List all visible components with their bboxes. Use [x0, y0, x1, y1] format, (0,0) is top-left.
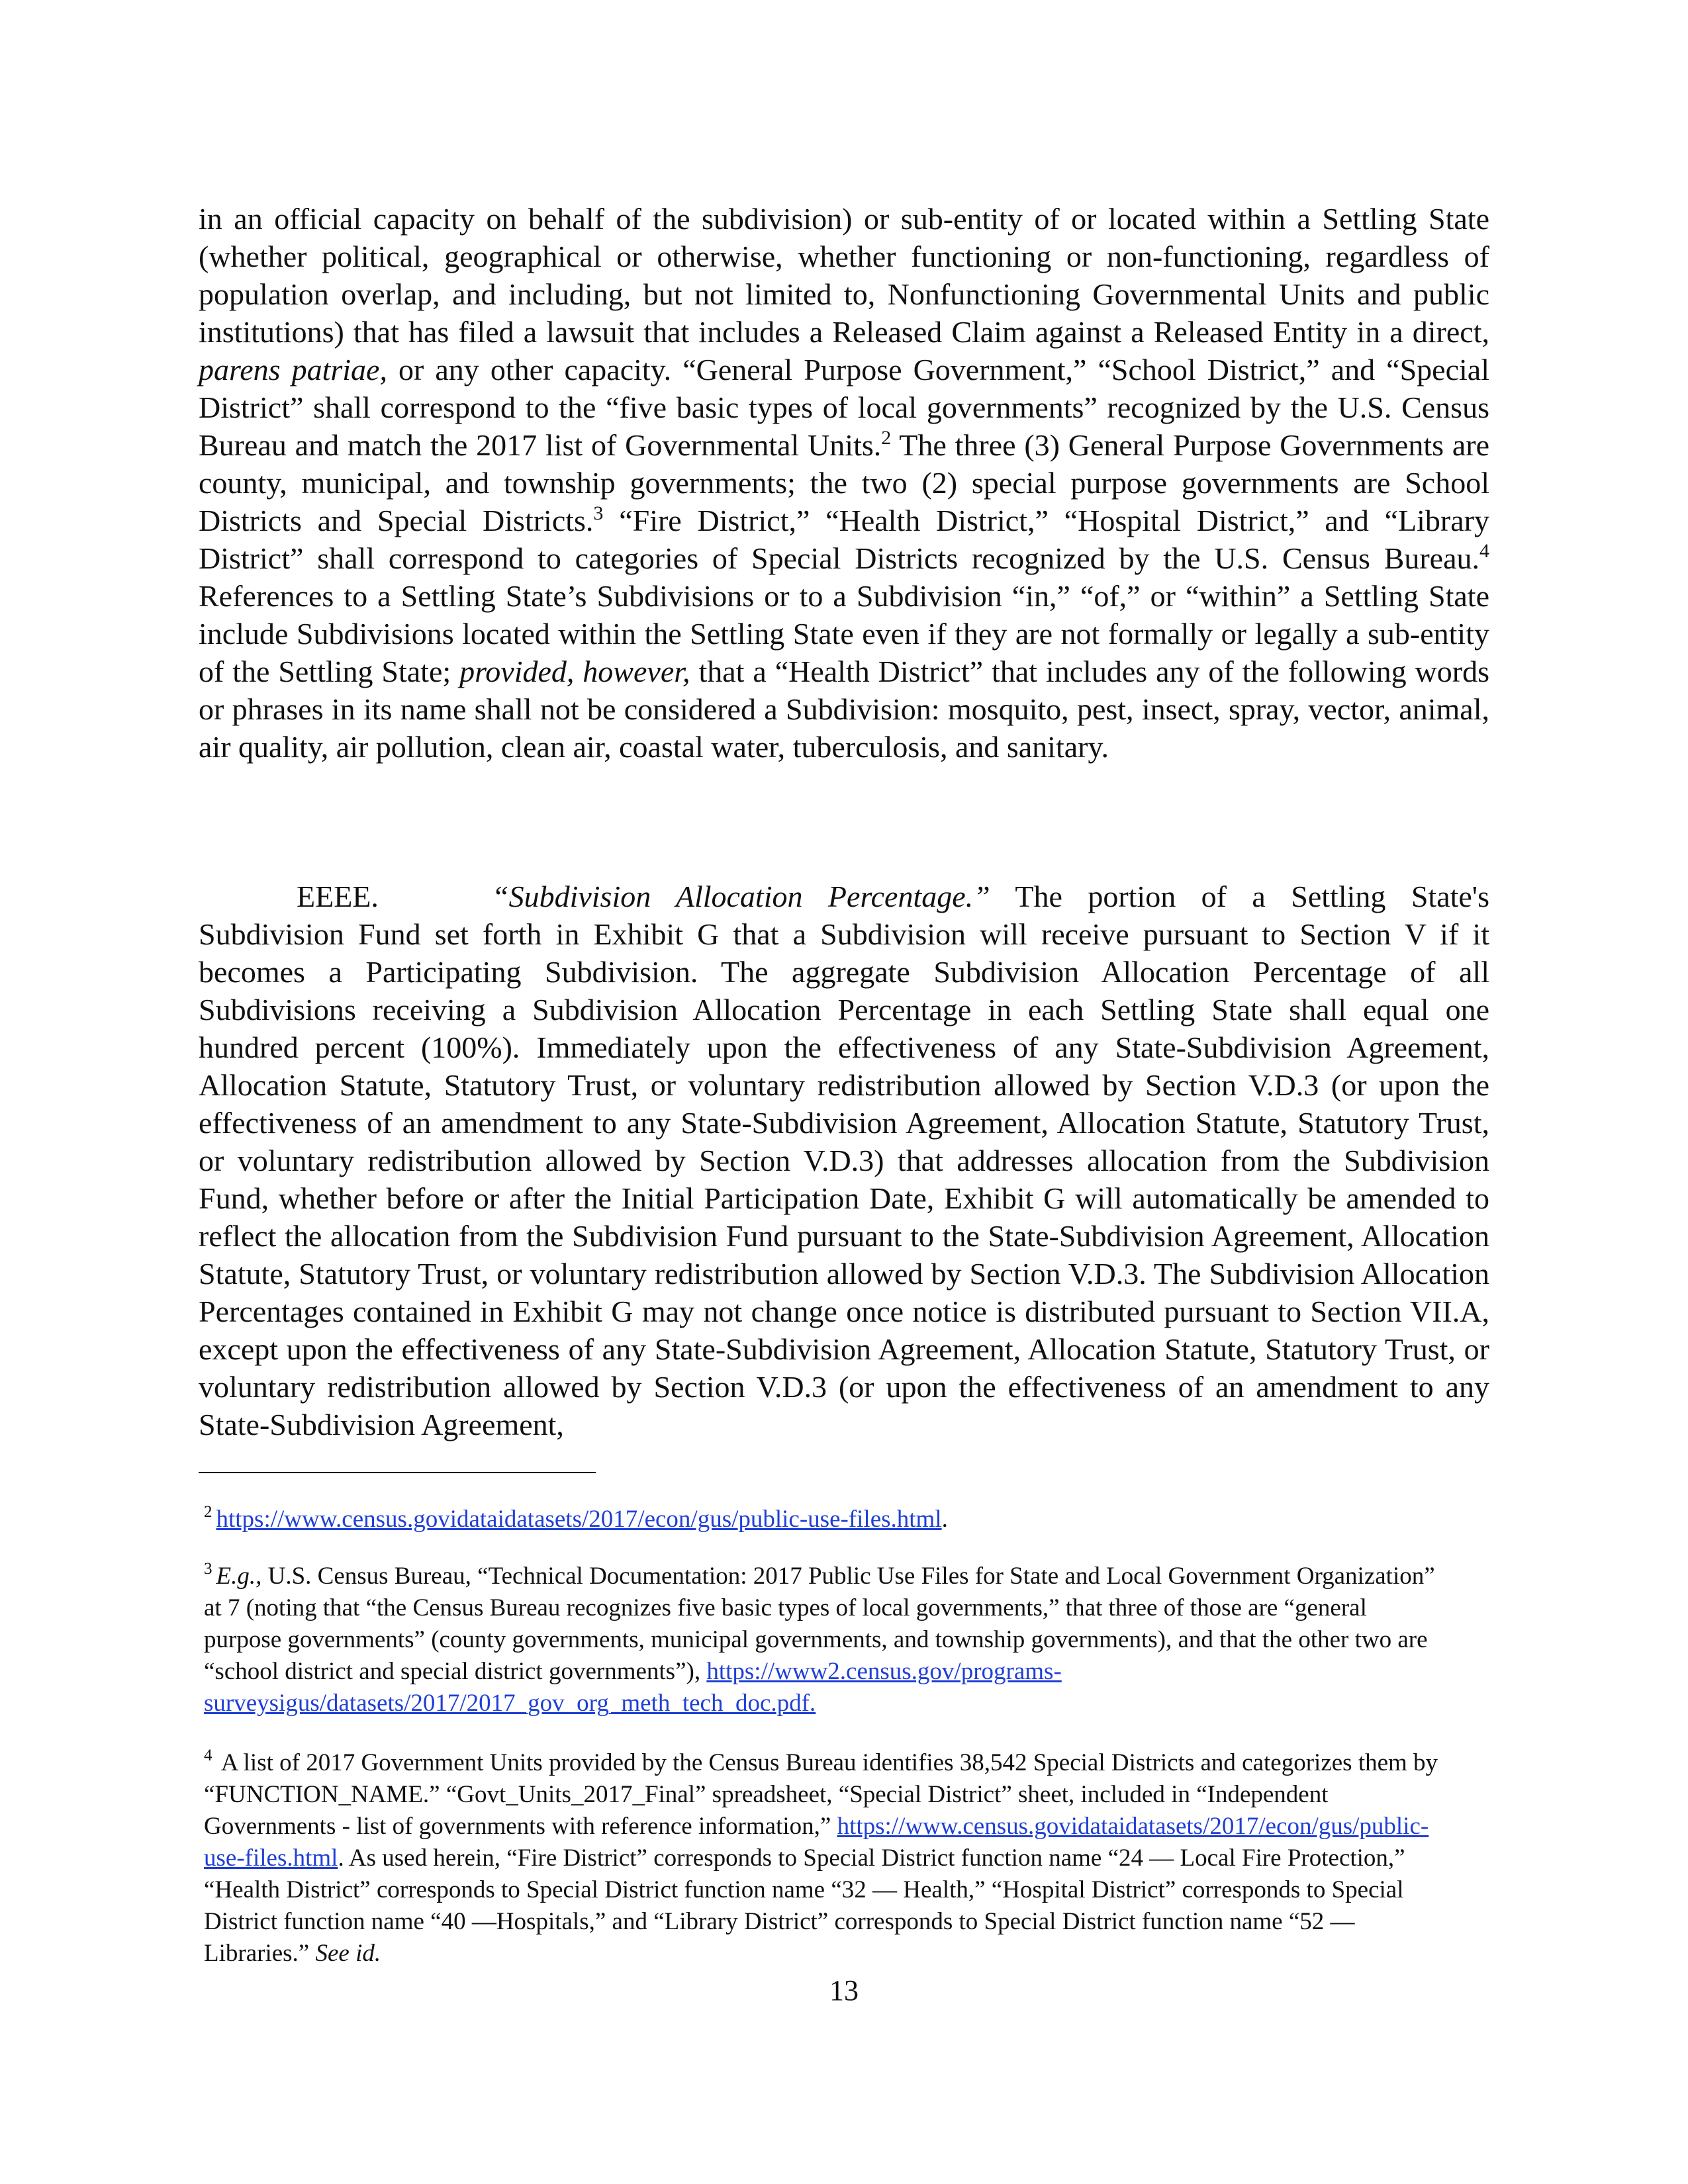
- footnote-ref-4[interactable]: 4: [1479, 540, 1489, 562]
- page-number: 13: [829, 1974, 859, 2007]
- para1-italic-provided-however: provided, however,: [459, 655, 690, 688]
- footnote-2-link[interactable]: https://www.census.govidataidatasets/2017/econ/gus/public-use-files.html: [216, 1506, 942, 1533]
- footnote-separator: [199, 1472, 596, 1473]
- body-paragraph-subdivision-allocation-percentage: [199, 878, 1489, 1443]
- para1-text-c: The three (3) General Purpose Governments are county, municipal, and township governments; the two (2) special purpose governments are School Districts and Special Districts.: [199, 428, 1489, 537]
- footnote-4: [204, 1747, 1448, 1970]
- para1-italic-parens-patriae: parens patriae,: [199, 353, 387, 387]
- para2-text: The portion of a Settling State's Subdivision Fund set forth in Exhibit G that a Subdivision will receive pursuant to Section V if it becomes a Participating Subdivision. The aggregate Subdivision Allocation Percentage of all Subdivisions receiving a Subdivision Allocation Percentage in each Settling State shall equal one hundred percent (100%). Immediately upon the effectiveness of any State-Subdivision Agreement, Allocation Statute, Statutory Trust, or voluntary redistribution allowed by Section V.D.3 (or upon the effectiveness of an amendment to any State-Subdivision Agreement, Allocation Statute, Statutory Trust, or voluntary redistribution allowed by Section V.D.3) that addresses allocation from the Subdivision Fund, whether before or after the Initial Participation Date, Exhibit G will automatically be amended to reflect the allocation from the Subdivision Fund pursuant to the State-Subdivision Agreement, Allocation Statute, Statutory Trust, or voluntary redistribution allowed by Section V.D.3. The Subdivision Allocation Percentages contained in Exhibit G may not change once notice is distributed pursuant to Section VII.A, except upon the effectiveness of any State-Subdivision Agreement, Allocation Statute, Statutory Trust, or voluntary redistribution allowed by Section V.D.3 (or upon the effectiveness of an amendment to any State-Subdivision Agreement,: [199, 880, 1490, 1441]
- body-paragraph-subdivision-definition: [199, 200, 1489, 766]
- footnote-number: 2: [204, 1503, 212, 1521]
- section-title: “Subdivision Allocation Percentage.”: [492, 880, 990, 913]
- footnote-4-text-2: . As used herein, “Fire District” corresponds to Special District function name “24 — Local Fire Protection,” “Health District” corresponds to Special District function name “32 — Health,” “Hospital District” corresponds to Special District function name “40 —Hospitals,” and “Library District” corresponds to Special District function name “52 — Libraries.”: [204, 1844, 1405, 1967]
- para1-text-f: that a “Health District” that includes any of the following words or phrases in its name shall not be considered a Subdivision: mosquito, pest, insect, spray, vector, animal, air quality, air pollution, clean air, coastal water, tuberculosis, and sanitary.: [199, 655, 1489, 764]
- footnote-4-text: A list of 2017 Government Units provided by the Census Bureau identifies 38,542 Special Districts and categorizes them by “FUNCTION_NAME.” “Govt_Units_2017_Final” spreadsheet, “Special District” sheet, included in “Independent Governments - list of governments with reference information,”: [204, 1749, 1438, 1840]
- footnote-3: [204, 1561, 1448, 1719]
- footnote-number: 4: [204, 1747, 212, 1764]
- para1-text-d: “Fire District,” “Health District,” “Hospital District,” and “Library District” shall correspond to categories of Special Districts recognized by the U.S. Census Bureau.: [199, 504, 1489, 575]
- footnote-2: [204, 1504, 1448, 1535]
- footnote-number: 3: [204, 1560, 212, 1578]
- footnote-ref-3[interactable]: 3: [593, 502, 604, 524]
- footnote-4-link[interactable]: https://www.census.govidataidatasets/2017/econ/gus/public-use-files.html: [204, 1813, 1429, 1872]
- footnote-2-trailing: .: [941, 1506, 948, 1533]
- section-marker: EEEE.: [297, 880, 379, 913]
- para1-text-b: or any other capacity. “General Purpose Government,” “School District,” and “Special District” shall correspond to the “five basic types of local governments” recognized by the U.S. Census Bureau and match the 2017 list of Governmental Units.: [199, 353, 1489, 462]
- para1-text-e: References to a Settling State’s Subdivisions or to a Subdivision “in,” “of,” or “within” a Settling State include Subdivisions located within the Settling State even if they are not formally or legally a sub-entity of the Settling State;: [199, 579, 1489, 688]
- para1-text-a: in an official capacity on behalf of the subdivision) or sub-entity of or located within a Settling State (whether political, geographical or otherwise, whether functioning or non-functioning, regardless of population overlap, and including, but not limited to, Nonfunctioning Governmental Units and public institutions) that has filed a lawsuit that includes a Released Claim against a Released Entity in a direct,: [199, 202, 1489, 349]
- footnote-3-text: U.S. Census Bureau, “Technical Documentation: 2017 Public Use Files for State and Local Government Organization” at 7 (noting that “the Census Bureau recognizes five basic types of local governments,” that three of those are “general purpose governments” (county governments, municipal governments, and township governments), and that the other two are “school district and special district governments”),: [204, 1563, 1435, 1685]
- footnote-4-italic-see-id: See id.: [315, 1940, 381, 1967]
- footnote-3-link[interactable]: https://www2.census.gov/programs-surveysigus/datasets/2017/2017_gov_org_meth_tech_doc.pdf.: [204, 1658, 1062, 1717]
- footnote-3-italic-eg: E.g.,: [216, 1563, 262, 1590]
- footnote-ref-2[interactable]: 2: [881, 427, 892, 449]
